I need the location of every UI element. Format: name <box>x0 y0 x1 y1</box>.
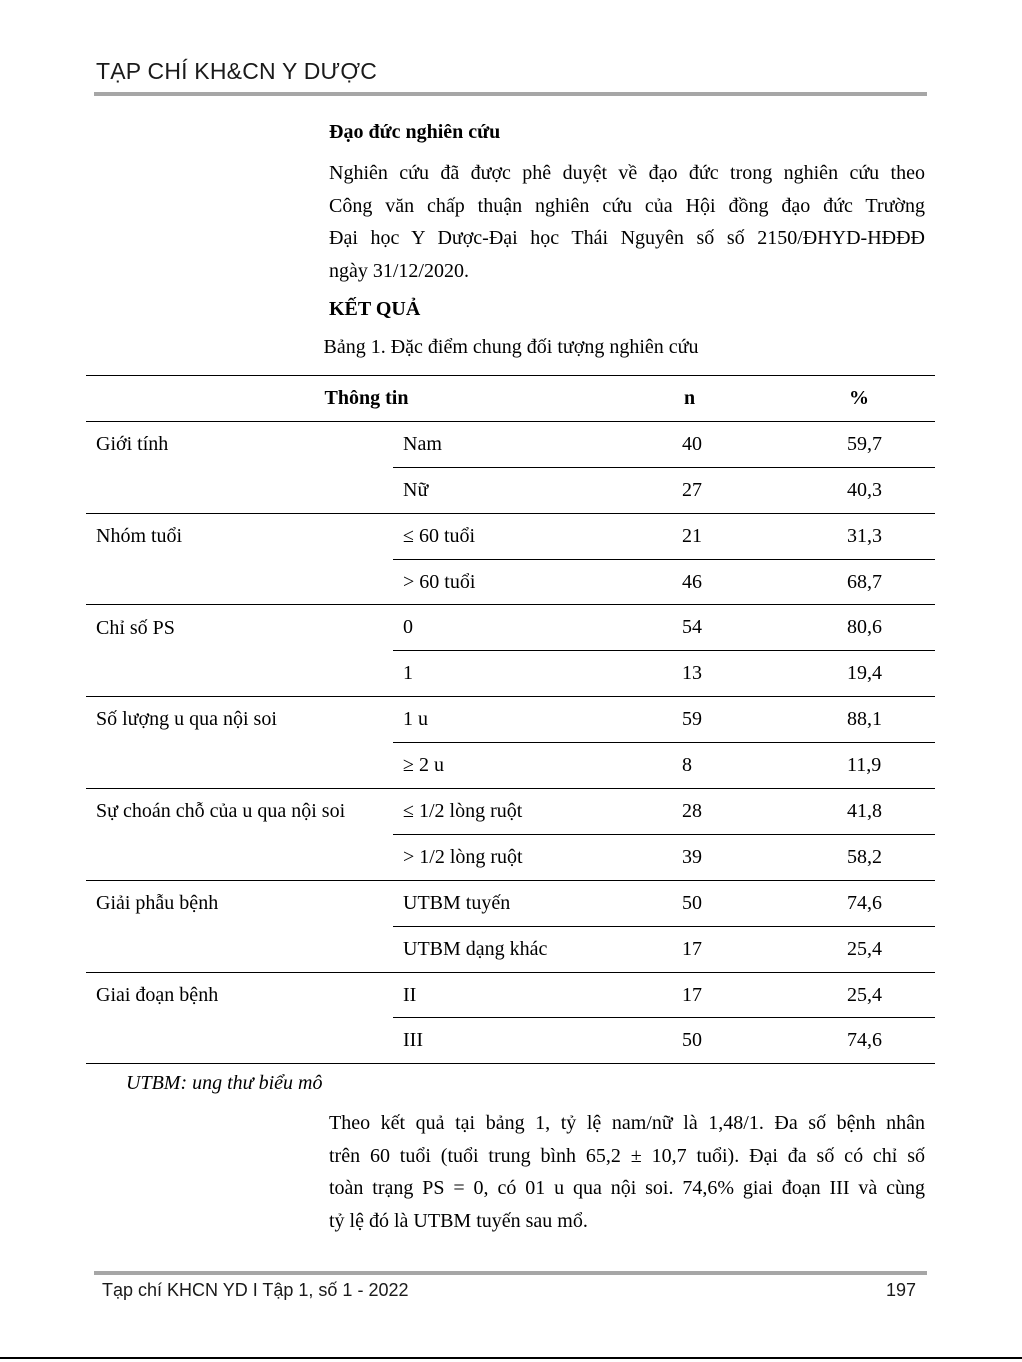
group-label: Số lượng u qua nội soi <box>86 697 393 743</box>
percent-cell: 41,8 <box>737 789 935 835</box>
table-row <box>86 834 935 880</box>
subgroup-label: Nữ <box>393 467 647 513</box>
ethics-paragraph <box>329 157 925 287</box>
percent-cell: 74,6 <box>737 1018 935 1064</box>
count-cell: 59 <box>647 697 737 743</box>
table-row <box>86 467 935 513</box>
percent-cell: 40,3 <box>737 467 935 513</box>
count-cell: 17 <box>647 926 737 972</box>
footer-divider <box>94 1271 927 1275</box>
percent-cell: 31,3 <box>737 513 935 559</box>
count-cell: 50 <box>647 880 737 926</box>
group-label-empty <box>86 651 393 697</box>
table-row <box>86 559 935 605</box>
ethics-heading: Đạo đức nghiên cứu <box>329 121 501 143</box>
discussion-line: toàn trạng PS = 0, có 01 u qua nội soi. 74,6% giai đoạn III và cùng <box>329 1177 925 1199</box>
subgroup-label: UTBM dạng khác <box>393 926 647 972</box>
table-caption: Bảng 1. Đặc điểm chung đối tượng nghiên cứu <box>323 336 699 358</box>
group-label: Chỉ số PS <box>86 605 393 651</box>
subgroup-label: ≤ 1/2 lòng ruột <box>393 789 647 835</box>
subgroup-label: UTBM tuyến <box>393 880 647 926</box>
group-label-empty <box>86 834 393 880</box>
discussion-line: tỷ lệ đó là UTBM tuyến sau mổ. <box>329 1209 588 1232</box>
table-header-row <box>86 376 935 422</box>
count-cell: 50 <box>647 1018 737 1064</box>
group-label-empty <box>86 926 393 972</box>
subgroup-label: > 60 tuổi <box>393 559 647 605</box>
table-note: UTBM: ung thư biểu mô <box>126 1072 323 1094</box>
journal-header-title: TẠP CHÍ KH&CN Y DƯỢC <box>96 58 378 84</box>
ethics-line: ngày 31/12/2020. <box>329 259 469 282</box>
table-row <box>86 421 935 467</box>
count-cell: 13 <box>647 651 737 697</box>
discussion-line: Theo kết quả tại bảng 1, tỷ lệ nam/nữ là 1,48/1. Đa số bệnh nhân <box>329 1112 925 1134</box>
ethics-line: Công văn chấp thuận nghiên cứu của Hội đồng đạo đức Trường <box>329 194 925 217</box>
table-row <box>86 972 935 1018</box>
table-row <box>86 1018 935 1064</box>
count-cell: 21 <box>647 513 737 559</box>
ethics-line: Nghiên cứu đã được phê duyệt về đạo đức trong nghiên cứu theo <box>329 162 925 184</box>
group-label: Giải phẫu bệnh <box>86 880 393 926</box>
subgroup-label: 1 u <box>393 697 647 743</box>
page-number: 197 <box>886 1280 917 1300</box>
percent-cell: 59,7 <box>737 421 935 467</box>
percent-cell: 11,9 <box>737 743 935 789</box>
group-label: Nhóm tuổi <box>86 513 393 559</box>
discussion-line: trên 60 tuổi (tuổi trung bình 65,2 ± 10,7 tuổi). Đại đa số có chỉ số <box>329 1144 925 1167</box>
percent-cell: 25,4 <box>737 926 935 972</box>
count-cell: 28 <box>647 789 737 835</box>
count-cell: 8 <box>647 743 737 789</box>
subgroup-label: ≤ 60 tuổi <box>393 513 647 559</box>
group-label-empty <box>86 743 393 789</box>
subgroup-label: ≥ 2 u <box>393 743 647 789</box>
count-cell: 54 <box>647 605 737 651</box>
header-percent: % <box>737 376 935 422</box>
page-bottom-edge <box>0 1357 1022 1359</box>
group-label-empty <box>86 467 393 513</box>
subgroup-label: > 1/2 lòng ruột <box>393 834 647 880</box>
subgroup-label: III <box>393 1018 647 1064</box>
percent-cell: 88,1 <box>737 697 935 743</box>
discussion-paragraph <box>329 1107 925 1237</box>
percent-cell: 19,4 <box>737 651 935 697</box>
table-row <box>86 743 935 789</box>
subgroup-label: 0 <box>393 605 647 651</box>
footer-journal: Tạp chí KHCN YD I Tập 1, số 1 - 2022 <box>102 1280 409 1300</box>
count-cell: 46 <box>647 559 737 605</box>
percent-cell: 80,6 <box>737 605 935 651</box>
count-cell: 39 <box>647 834 737 880</box>
percent-cell: 58,2 <box>737 834 935 880</box>
subgroup-label: II <box>393 972 647 1018</box>
header-info: Thông tin <box>86 376 647 422</box>
group-label: Sự choán chỗ của u qua nội soi <box>86 789 393 835</box>
count-cell: 17 <box>647 972 737 1018</box>
count-cell: 40 <box>647 421 737 467</box>
table-row <box>86 926 935 972</box>
table-row <box>86 513 935 559</box>
group-label: Giai đoạn bệnh <box>86 972 393 1018</box>
group-label-empty <box>86 559 393 605</box>
ethics-line: Đại học Y Dược-Đại học Thái Nguyên số số 2150/ĐHYD-HĐĐĐ <box>329 227 925 249</box>
table-row <box>86 605 935 651</box>
group-label: Giới tính <box>86 421 393 467</box>
percent-cell: 68,7 <box>737 559 935 605</box>
subgroup-label: Nam <box>393 421 647 467</box>
header-divider <box>94 92 927 96</box>
count-cell: 27 <box>647 467 737 513</box>
table-row <box>86 789 935 835</box>
percent-cell: 25,4 <box>737 972 935 1018</box>
table-row <box>86 697 935 743</box>
percent-cell: 74,6 <box>737 880 935 926</box>
characteristics-table <box>86 375 935 1064</box>
subgroup-label: 1 <box>393 651 647 697</box>
group-label-empty <box>86 1018 393 1064</box>
table-row <box>86 880 935 926</box>
table-row <box>86 651 935 697</box>
results-heading: KẾT QUẢ <box>329 298 421 320</box>
header-n: n <box>647 376 737 422</box>
